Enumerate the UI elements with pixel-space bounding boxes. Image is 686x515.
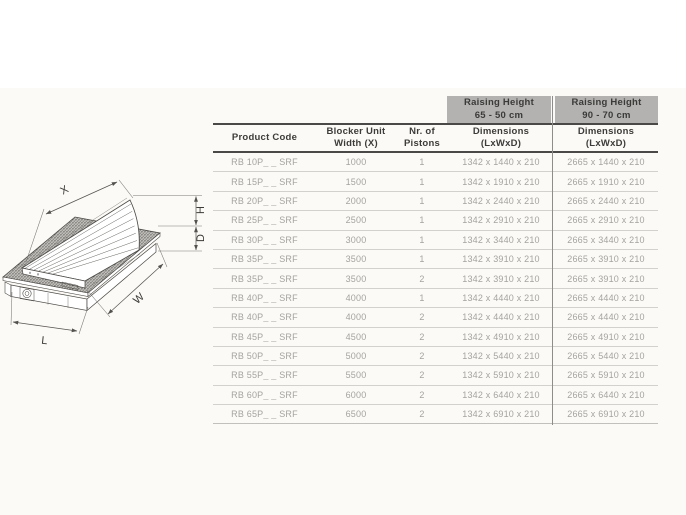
cell-product-code: RB 40P_ _ SRF	[231, 292, 298, 303]
cell-blocker-width: 6500	[345, 409, 367, 420]
cell-blocker-width: 6000	[345, 389, 367, 400]
cell-product-code: RB 20P_ _ SRF	[231, 195, 298, 206]
group-header-range: 90 - 70 cm	[582, 109, 631, 121]
table-row	[213, 269, 658, 288]
cell-pistons: 2	[419, 409, 425, 420]
column-header-blocker-width: Blocker Unit Width (X)	[326, 126, 386, 149]
dimension-h-label: H	[195, 206, 207, 214]
group-header-raising-90-70	[555, 96, 658, 123]
cell-product-code: RB 45P_ _ SRF	[231, 331, 298, 342]
cell-dimensions-65-50: 1342 x 3910 x 210	[462, 273, 540, 284]
table-row	[213, 153, 658, 172]
column-header-product-code: Product Code	[231, 132, 298, 144]
cell-dimensions-65-50: 1342 x 4440 x 210	[462, 312, 540, 323]
column-divider-line	[552, 96, 553, 425]
cell-dimensions-90-70: 2665 x 1910 x 210	[567, 176, 645, 187]
cell-pistons: 1	[419, 215, 425, 226]
cell-pistons: 2	[419, 273, 425, 284]
group-header-range: 65 - 50 cm	[474, 109, 524, 121]
cell-dimensions-90-70: 2665 x 3910 x 210	[567, 254, 645, 265]
cell-blocker-width: 4000	[345, 312, 367, 323]
cell-pistons: 1	[419, 176, 425, 187]
cell-dimensions-90-70: 2665 x 2910 x 210	[567, 215, 645, 226]
table-row	[213, 289, 658, 308]
cell-blocker-width: 4000	[345, 292, 367, 303]
table-row	[213, 366, 658, 385]
cell-dimensions-90-70: 2665 x 4440 x 210	[567, 292, 645, 303]
cell-pistons: 1	[419, 195, 425, 206]
cell-pistons: 2	[419, 331, 425, 342]
cell-dimensions-65-50: 1342 x 5910 x 210	[462, 370, 540, 381]
cell-dimensions-90-70: 2665 x 4910 x 210	[567, 331, 645, 342]
dimension-l-label: L	[40, 334, 48, 348]
column-header-dimensions-90-70: Dimensions (LxWxD)	[577, 126, 635, 149]
cell-dimensions-65-50: 1342 x 3910 x 210	[462, 254, 540, 265]
cell-dimensions-65-50: 1342 x 2440 x 210	[462, 195, 540, 206]
cell-dimensions-65-50: 1342 x 6910 x 210	[462, 409, 540, 420]
cell-product-code: RB 25P_ _ SRF	[231, 215, 298, 226]
cell-dimensions-90-70: 2665 x 3910 x 210	[567, 273, 645, 284]
column-header-pistons: Nr. of Pistons	[403, 126, 441, 149]
road-blocker-diagram	[0, 138, 210, 353]
group-header-title: Raising Height	[463, 97, 534, 109]
cell-product-code: RB 15P_ _ SRF	[231, 176, 298, 187]
table-row	[213, 250, 658, 269]
cell-product-code: RB 35P_ _ SRF	[231, 254, 298, 265]
cell-blocker-width: 3500	[345, 273, 367, 284]
dimension-d-label: D	[195, 234, 207, 242]
group-header-raising-65-50	[447, 96, 551, 123]
cell-blocker-width: 5500	[345, 370, 367, 381]
cell-blocker-width: 1500	[345, 176, 367, 187]
cell-dimensions-90-70: 2665 x 6440 x 210	[567, 389, 645, 400]
cell-dimensions-65-50: 1342 x 5440 x 210	[462, 351, 540, 362]
table-row	[213, 347, 658, 366]
cell-pistons: 2	[419, 389, 425, 400]
table-row	[213, 192, 658, 211]
dimension-x-label: X	[58, 183, 71, 198]
cell-product-code: RB 60P_ _ SRF	[231, 389, 298, 400]
cell-dimensions-65-50: 1342 x 2910 x 210	[462, 215, 540, 226]
cell-product-code: RB 30P_ _ SRF	[231, 234, 298, 245]
cell-product-code: RB 35P_ _ SRF	[231, 273, 298, 284]
table-row	[213, 231, 658, 250]
cell-dimensions-65-50: 1342 x 1910 x 210	[462, 176, 540, 187]
cell-blocker-width: 3000	[345, 234, 367, 245]
cell-dimensions-90-70: 2665 x 2440 x 210	[567, 195, 645, 206]
cell-pistons: 2	[419, 351, 425, 362]
cell-pistons: 2	[419, 312, 425, 323]
cell-pistons: 1	[419, 234, 425, 245]
table-row	[213, 211, 658, 230]
cell-product-code: RB 50P_ _ SRF	[231, 351, 298, 362]
table-row	[213, 328, 658, 347]
spec-table	[213, 96, 658, 424]
cell-dimensions-65-50: 1342 x 4910 x 210	[462, 331, 540, 342]
cell-blocker-width: 4500	[345, 331, 367, 342]
table-row	[213, 308, 658, 327]
cell-dimensions-65-50: 1342 x 1440 x 210	[462, 157, 540, 168]
cell-dimensions-90-70: 2665 x 5440 x 210	[567, 351, 645, 362]
dimension-w-label: W	[131, 290, 147, 307]
column-header-dimensions-65-50: Dimensions (LxWxD)	[472, 126, 530, 149]
cell-product-code: RB 55P_ _ SRF	[231, 370, 298, 381]
group-header-row	[213, 96, 658, 125]
cell-blocker-width: 3500	[345, 254, 367, 265]
cell-blocker-width: 5000	[345, 351, 367, 362]
cell-product-code: RB 10P_ _ SRF	[231, 157, 298, 168]
cell-dimensions-65-50: 1342 x 6440 x 210	[462, 389, 540, 400]
cell-pistons: 1	[419, 292, 425, 303]
cell-dimensions-90-70: 2665 x 3440 x 210	[567, 234, 645, 245]
cell-dimensions-90-70: 2665 x 6910 x 210	[567, 409, 645, 420]
table-body	[213, 153, 658, 424]
table-row	[213, 405, 658, 424]
table-row	[213, 386, 658, 405]
cell-blocker-width: 1000	[345, 157, 367, 168]
cell-product-code: RB 40P_ _ SRF	[231, 312, 298, 323]
group-header-title: Raising Height	[571, 97, 642, 109]
cell-blocker-width: 2000	[345, 195, 367, 206]
cell-pistons: 1	[419, 157, 425, 168]
cell-blocker-width: 2500	[345, 215, 367, 226]
column-header-row	[213, 125, 658, 153]
cell-dimensions-65-50: 1342 x 3440 x 210	[462, 234, 540, 245]
cell-pistons: 1	[419, 254, 425, 265]
cell-product-code: RB 65P_ _ SRF	[231, 409, 298, 420]
cell-dimensions-90-70: 2665 x 5910 x 210	[567, 370, 645, 381]
cell-pistons: 2	[419, 370, 425, 381]
table-row	[213, 172, 658, 191]
cell-dimensions-65-50: 1342 x 4440 x 210	[462, 292, 540, 303]
cell-dimensions-90-70: 2665 x 4440 x 210	[567, 312, 645, 323]
cell-dimensions-90-70: 2665 x 1440 x 210	[567, 157, 645, 168]
